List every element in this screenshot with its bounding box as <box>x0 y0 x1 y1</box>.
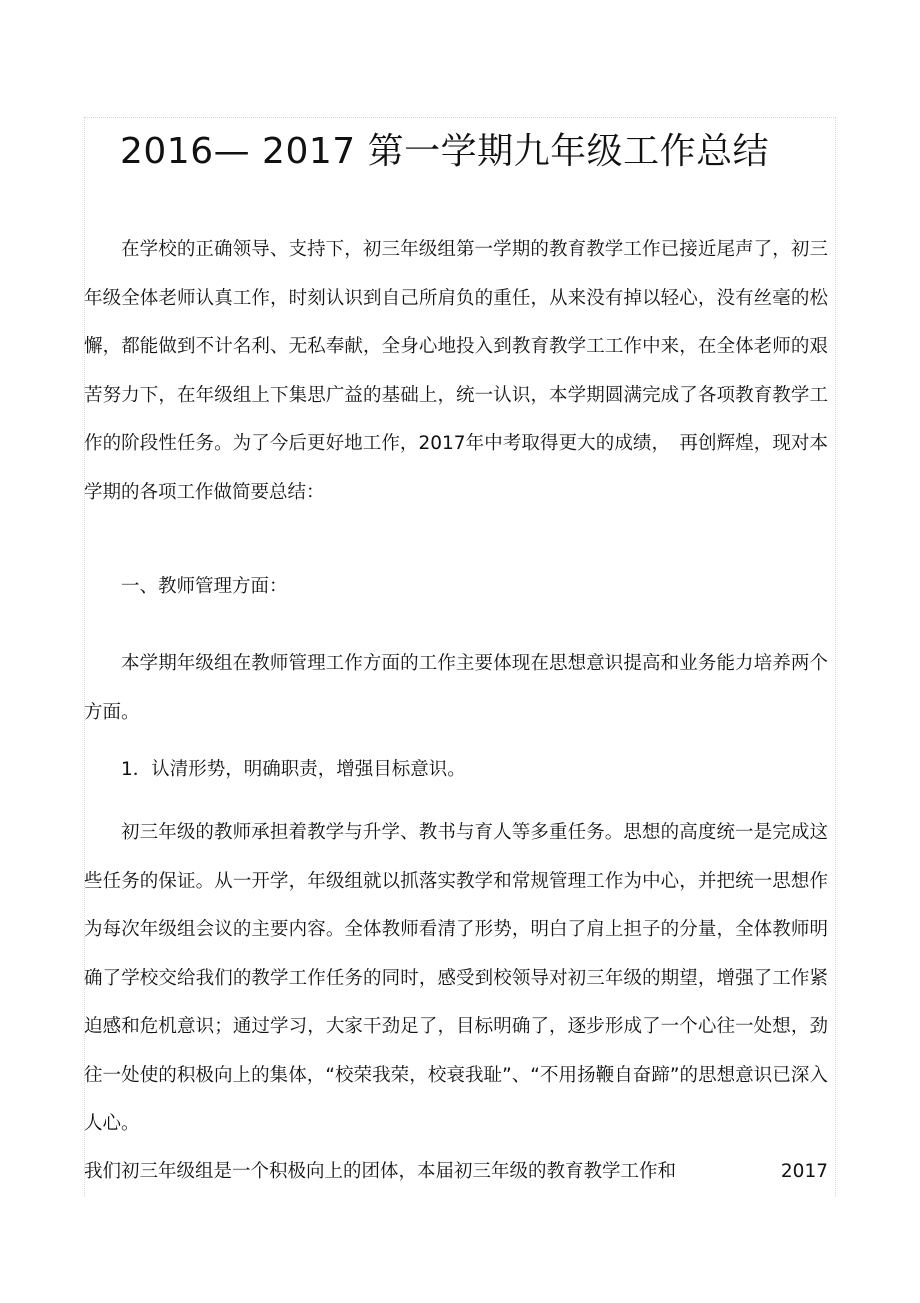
subsection-heading-1: 1．认清形势，明确职责，增强目标意识。 <box>121 759 466 780</box>
section-intro-paragraph: 本学期年级组在教师管理工作方面的工作主要体现在思想意识提高和业务能力培养两个方面。 <box>84 653 828 723</box>
last-line-year: 2017 <box>780 1161 828 1182</box>
intro-paragraph: 在学校的正确领导、支持下，初三年级组第一学期的教育教学工作已接近尾声了，初三年级全体老师认真工作，时刻认识到自己所肩负的重任，从来没有掉以轻心，没有丝毫的松懈，都能做到不计名利、无私奉献，全身心地投入到教育教学工工作中来，在全体老师的艰苦努力下，在年级组上下集思广益的基础上，统一认识，本学期圆满完成了各项教育教学工作的阶段性任务。为了今后更好地工作，2017年中考取得更大的成绩， 再创辉煌，现对本学期的各项工作做简要总结： <box>84 239 828 503</box>
document-title: 2016— 2017 第一学期九年级工作总结 <box>120 131 770 172</box>
last-line-text: 我们初三年级组是一个积极向上的团体，本届初三年级的教育教学工作和 <box>84 1161 677 1182</box>
page-last-line <box>84 1148 828 1196</box>
section-heading-teacher-management: 一、教师管理方面： <box>121 576 288 597</box>
subsection-body-paragraph: 初三年级的教师承担着教学与升学、教书与育人等多重任务。思想的高度统一是完成这些任务的保证。从一开学，年级组就以抓落实教学和常规管理工作为中心，并把统一思想作为每次年级组会议的主要内容。全体教师看清了形势，明白了肩上担子的分量，全体教师明确了学校交给我们的教学工作任务的同时，感受到校领导对初三年级的期望，增强了工作紧迫感和危机意识；通过学习，大家干劲足了，目标明确了，逐步形成了一个心往一处想，劲往一处使的积极向上的集体，“校荣我荣，校衰我耻”、“不用扬鞭自奋蹄”的思想意识已深入人心。 <box>84 822 828 1134</box>
